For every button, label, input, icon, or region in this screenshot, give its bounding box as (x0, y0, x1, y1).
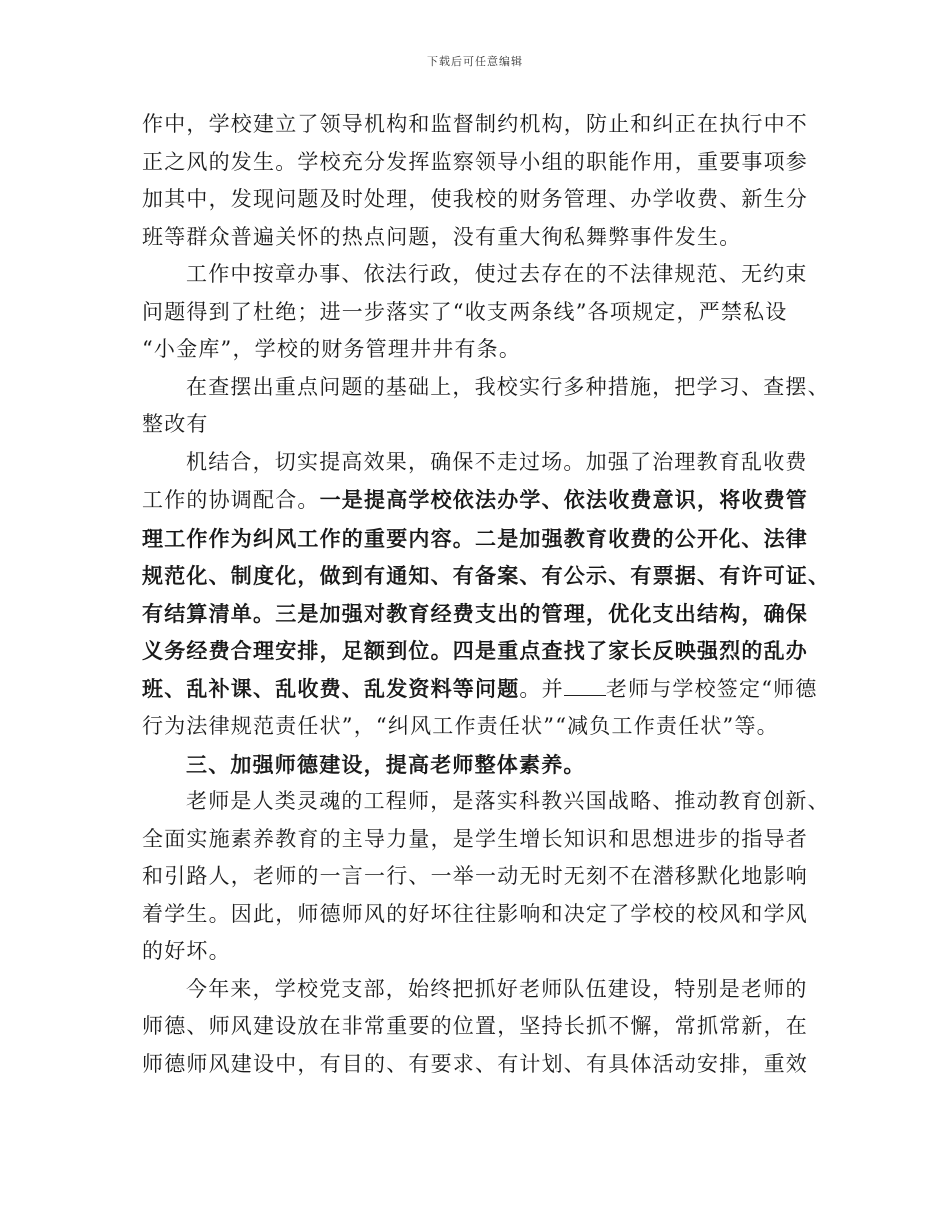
text-line: “小金库”，学校的财务管理井井有条。 (142, 337, 522, 361)
text-line: 老师是人类灵魂的工程师，是落实科教兴国战略、推动教育创新、 (186, 789, 830, 813)
text-run: 。并 (519, 676, 564, 701)
document-body (142, 106, 830, 1083)
text-line: 着学生。因此，师德师风的好坏往往影响和决定了学校的校风和学风 (142, 901, 808, 926)
paragraph-1 (142, 106, 830, 256)
page-header: 下载后可任意编辑 (427, 55, 523, 68)
paragraph-6 (142, 971, 830, 1084)
bold-text-run: 班、乱补课、乱收费、乱发资料等问题 (142, 675, 520, 701)
paragraph-3 (142, 369, 830, 444)
text-line: 正之风的发生。学校充分发挥监察领导小组的职能作用，重要事项参 (142, 149, 808, 174)
bold-text-run: 一是提高学校依法办学、依法收费意识，将收费管 (319, 487, 809, 512)
bold-text-line: 理工作作为纠风工作的重要内容。二是加强教育收费的公开化、法律 (142, 525, 808, 551)
text-line: 和引路人，老师的一言一行、一举一动无时无刻不在潜移默化地影响 (142, 864, 808, 888)
bold-text-line: 规范化、制度化，做到有通知、有备案、有公示、有票据、有许可证、 (142, 563, 831, 588)
text-run: 工作的协调配合。 (142, 488, 320, 512)
text-line: 工作中按章办事、依法行政，使过去存在的不法律规范、无约束 (186, 262, 808, 286)
text-line: 整改有 (142, 412, 209, 436)
text-line: 加其中，发现问题及时处理，使我校的财务管理、办学收费、新生分 (142, 187, 808, 211)
heading-text: 三、加强师德建设，提高老师整体素养。 (186, 751, 586, 777)
text-line: 在查摆出重点问题的基础上，我校实行多种措施，把学习、查摆、 (186, 374, 830, 399)
text-line (142, 670, 830, 709)
text-line: 作中，学校建立了领导机构和监督制约机构，防止和纠正在执行中不 (142, 112, 808, 136)
text-line: 师德、师风建设放在非常重要的位置，坚持长抓不懈，常抓常新，在 (142, 1014, 808, 1038)
text-line: 问题得到了杜绝；进一步落实了“收支两条线”各项规定，严禁私设 (142, 299, 788, 324)
text-run: 老师与学校签定“师德 (605, 676, 818, 701)
bold-text-line: 有结算清单。三是加强对教育经费支出的管理，优化支出结构，确保 (142, 600, 808, 626)
text-line: 今年来，学校党支部，始终把抓好老师队伍建设，特别是老师的 (186, 976, 808, 1001)
paragraph-2 (142, 256, 830, 369)
text-line (142, 481, 830, 520)
text-line: 班等群众普遍关怀的热点问题，没有重大徇私舞弊事件发生。 (142, 224, 742, 249)
text-line: 的好坏。 (142, 939, 231, 963)
text-line: 师德师风建设中，有目的、有要求、有计划、有具体活动安排，重效 (142, 1051, 808, 1076)
text-line: 全面实施素养教育的主导力量，是学生增长知识和思想进步的指导者 (142, 826, 808, 851)
fill-in-blank (564, 677, 606, 696)
section-heading (142, 746, 830, 784)
paragraph-4 (142, 444, 830, 746)
paragraph-5 (142, 783, 830, 971)
text-line: 机结合，切实提高效果，确保不走过场。加强了治理教育乱收费 (186, 449, 808, 474)
bold-text-line: 义务经费合理安排，足额到位。四是重点查找了家长反映强烈的乱办 (142, 638, 808, 663)
text-line: 行为法律规范责任状”，“纠风工作责任状”“减负工作责任状”等。 (142, 714, 779, 738)
